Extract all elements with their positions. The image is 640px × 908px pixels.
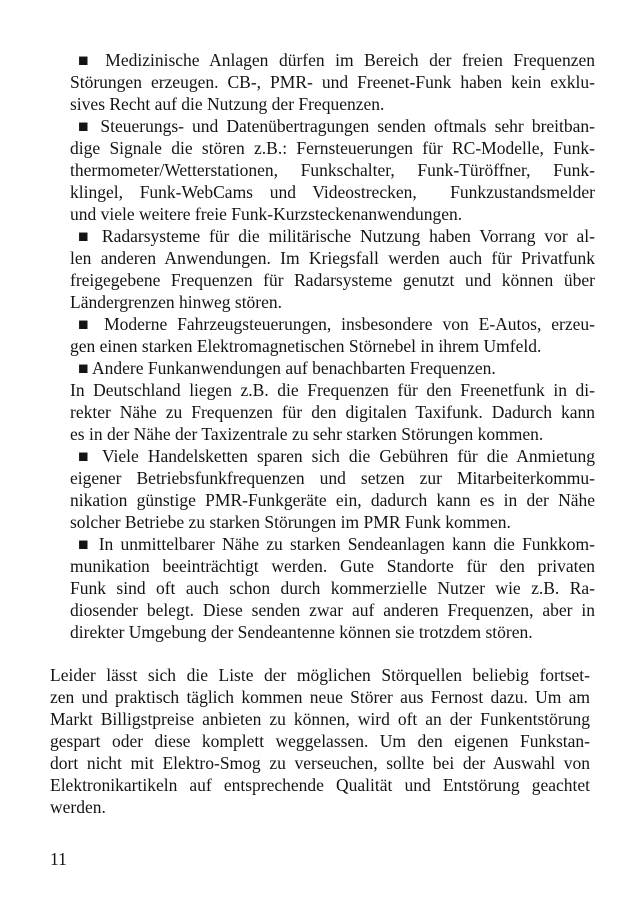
text-line: diosender belegt. Diese senden zwar auf anderen Frequenzen, aber in: [70, 600, 595, 620]
text-line: und viele weitere freie Funk-Kurzsteckenanwendungen.: [70, 204, 463, 224]
text-line: ■ Medizinische Anlagen dürfen im Bereich der freien Frequenzen: [78, 50, 595, 70]
closing-paragraph: [50, 664, 590, 818]
text-line: Elektronikartikeln auf entsprechende Qualität und Entstörung geachtet: [50, 775, 590, 795]
bullet-paragraph: [70, 533, 595, 643]
text-line: Leider lässt sich die Liste der möglichen Störquellen beliebig fortset-: [50, 665, 590, 685]
text-line: ■ Andere Funkanwendungen auf benachbarten Frequenzen.: [78, 358, 496, 378]
paragraph: [70, 379, 595, 445]
page-content: [50, 49, 595, 870]
text-line: gen einen starken Elektromagnetischen Störnebel in ihrem Umfeld.: [70, 336, 542, 356]
text-line: ■ Steuerungs- und Datenübertragungen senden oftmals sehr breitban-: [78, 116, 595, 136]
text-line: werden.: [50, 797, 106, 817]
bullet-paragraph: [70, 115, 595, 225]
text-line: Ländergrenzen hinweg stören.: [70, 292, 283, 312]
text-line: Funk sind oft auch schon durch kommerzielle Nutzer wie z.B. Ra-: [70, 578, 595, 598]
text-line: Markt Billigstpreise anbieten zu können, wird oft an der Funkentstörung: [50, 709, 590, 729]
text-line: ■ Moderne Fahrzeugsteuerungen, insbesondere von E-Autos, erzeu-: [78, 314, 595, 334]
bullet-paragraph: [70, 313, 595, 357]
text-line: Störungen erzeugen. CB-, PMR- und Freenet-Funk haben kein exklu-: [70, 72, 595, 92]
bullet-paragraph: [70, 49, 595, 115]
text-line: ■ In unmittelbarer Nähe zu starken Sendeanlagen kann die Funkkom-: [78, 534, 595, 554]
text-line: klingel, Funk-WebCams und Videostrecken, Funkzustandsmelder: [70, 182, 595, 202]
text-line: direkter Umgebung der Sendeantenne können sie trotzdem stören.: [70, 622, 533, 642]
text-line: dige Signale die stören z.B.: Fernsteuerungen für RC-Modelle, Funk-: [70, 138, 595, 158]
text-line: sives Recht auf die Nutzung der Frequenzen.: [70, 94, 385, 114]
text-line: dort nicht mit Elektro-Smog zu verseuchen, sollte bei der Auswahl von: [50, 753, 590, 773]
text-line: ■ Radarsysteme für die militärische Nutzung haben Vorrang vor al-: [78, 226, 595, 246]
bullet-paragraph: [70, 445, 595, 533]
text-line: es in der Nähe der Taxizentrale zu sehr starken Störungen kommen.: [70, 424, 544, 444]
text-line: zen und praktisch täglich kommen neue Störer aus Fernost dazu. Um am: [50, 687, 590, 707]
text-line: freigegebene Frequenzen für Radarsysteme genutzt und können über: [70, 270, 595, 290]
text-line: rekter Nähe zu Frequenzen für den digitalen Taxifunk. Dadurch kann: [70, 402, 595, 422]
paragraph: [50, 664, 590, 818]
text-line: len anderen Anwendungen. Im Kriegsfall werden auch für Privatfunk: [70, 248, 595, 268]
bullet-paragraph: [70, 357, 595, 379]
text-line: In Deutschland liegen z.B. die Frequenzen für den Freenetfunk in di-: [70, 380, 595, 400]
bullet-list: [70, 49, 595, 643]
text-line: ■ Viele Handelsketten sparen sich die Gebühren für die Anmietung: [78, 446, 595, 466]
bullet-paragraph: [70, 225, 595, 313]
text-line: nikation günstige PMR-Funkgeräte ein, dadurch kann es in der Nähe: [70, 490, 595, 510]
page-number: 11: [50, 849, 67, 869]
text-line: gespart oder diese komplett weggelassen. Um den eigenen Funkstan-: [50, 731, 590, 751]
text-line: thermometer/Wetterstationen, Funkschalter, Funk-Türöffner, Funk-: [70, 160, 595, 180]
text-line: solcher Betriebe zu starken Störungen im PMR Funk kommen.: [70, 512, 511, 532]
text-line: eigener Betriebsfunkfrequenzen und setzen zur Mitarbeiterkommu-: [70, 468, 595, 488]
text-line: munikation beeinträchtigt werden. Gute Standorte für den privaten: [70, 556, 595, 576]
